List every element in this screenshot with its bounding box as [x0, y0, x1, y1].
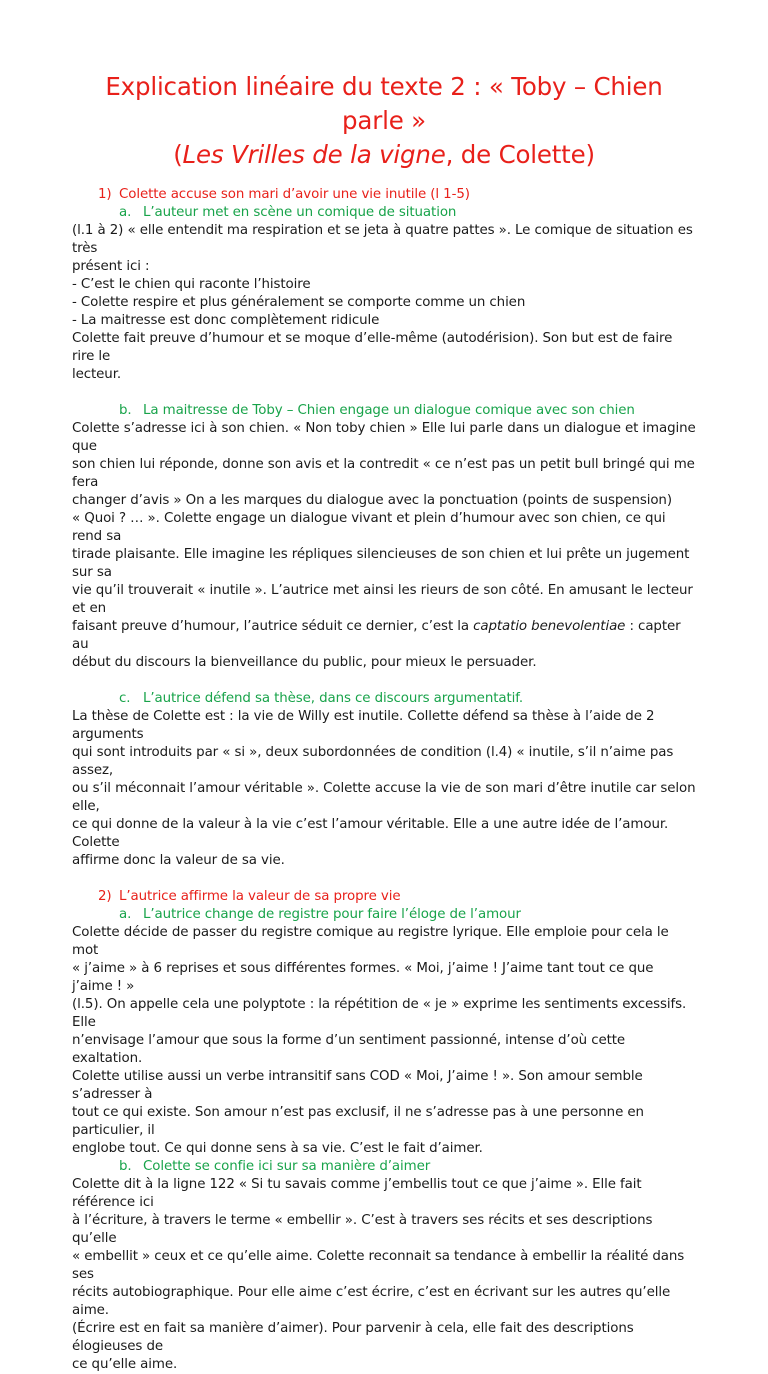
section-1b-text: Colette s’adresse ici à son chien. « Non toby chien » Elle lui parle dans un dialogue et imagine que son chien lui réponde, donne son avis et la contredit « ce n’est pas un petit bull bringé qui me fera changer d’avis » On a les marques du dialogue avec la ponctuation (points de suspension) « Quoi ? … ». Colette engage un dialogue vivant et plein d’humour avec son chien, ce qui rend sa tirade plaisante. Elle imagine les répliques silencieuses de son chien et lui prête un jugement sur sa vie qu’il trouverait « inutile ». L’autrice met ainsi les rieurs de son côté. En amusant le lecteur et en faisant preuve d’humour, l’autrice séduit ce dernier, c’est la captatio benevolentiae : capter au début du discours la bienveillance du public, pour mieux le persuader. — [72, 421, 696, 670]
document-title — [72, 0, 696, 172]
title-line-1: Explication linéaire du texte 2 : « Toby – Chien parle » — [105, 72, 663, 135]
section-2a-heading: a. L’autrice change de registre pour faire l’éloge de l’amour — [119, 907, 521, 922]
section-1-heading: 1) Colette accuse son mari d’avoir une vie inutile (l 1-5) — [98, 187, 470, 202]
section-1c-text: La thèse de Colette est : la vie de Willy est inutile. Collette défend sa thèse à l’aide de 2 arguments qui sont introduits par « si », deux subordonnées de condition (l.4) « inutile, s’il n’aime pas assez, ou s’il méconnait l’amour véritable ». Colette accuse la vie de son mari d’être inutile car selon elle, ce qui donne de la valeur à la vie c’est l’amour véritable. Elle a une autre idée de l’amour. Colette affirme donc la valeur de sa vie. — [72, 709, 696, 868]
document-body — [72, 186, 696, 1374]
section-2a-text: Colette décide de passer du registre comique au registre lyrique. Elle emploie pour cela le mot « j’aime » à 6 reprises et sous différentes formes. « Moi, j’aime ! J’aime tant tout ce que j’aime ! » (l.5). On appelle cela une polyptote : la répétition de « je » exprime les sentiments excessifs. Elle n’envisage l’amour que sous la forme d’un sentiment passionné, intense d’où cette exaltation. Colette utilise aussi un verbe intransitif sans COD « Moi, J’aime ! ». Son amour semble s’adresser à tout ce qui existe. Son amour n’est pas exclusif, il ne s’adresse pas à une personne en particulier, il englobe tout. Ce qui donne sens à sa vie. C’est le fait d’aimer. — [72, 925, 687, 1156]
section-1b-heading: b. La maitresse de Toby – Chien engage un dialogue comique avec son chien — [119, 403, 635, 418]
section-1a-heading: a. L’auteur met en scène un comique de situation — [119, 205, 457, 220]
section-1a-text: (l.1 à 2) « elle entendit ma respiration et se jeta à quatre pattes ». Le comique de situation es très présent ici : - C’est le chien qui raconte l’histoire - Colette respire et plus généralement se comporte comme un chien - La maitresse est donc complètement ridicule Colette fait preuve d’humour et se moque d’elle-même (autodérision). Son but est de faire rire le lecteur. — [72, 223, 693, 382]
section-2b-text: Colette dit à la ligne 122 « Si tu savais comme j’embellis tout ce que j’aime ». Elle fait référence ici à l’écriture, à travers le terme « embellir ». C’est à travers ses récits et ses descriptions qu’elle « embellit » ceux et ce qu’elle aime. Colette reconnait sa tendance à embellir la réalité dans ses récits autobiographique. Pour elle aime c’est écrire, c’est en écrivant sur les autres qu’elle aime. (Écrire est en fait sa manière d’aimer). Pour parvenir à cela, elle fait des descriptions élogieuses de ce qu’elle aime. — [72, 1177, 685, 1372]
section-2b-heading: b. Colette se confie ici sur sa manière d’aimer — [119, 1159, 431, 1174]
title-line-2: (Les Vrilles de la vigne, de Colette) — [173, 140, 595, 169]
section-2-heading: 2) L’autrice affirme la valeur de sa propre vie — [98, 889, 401, 904]
section-1c-heading: c. L’autrice défend sa thèse, dans ce discours argumentatif. — [119, 691, 524, 706]
